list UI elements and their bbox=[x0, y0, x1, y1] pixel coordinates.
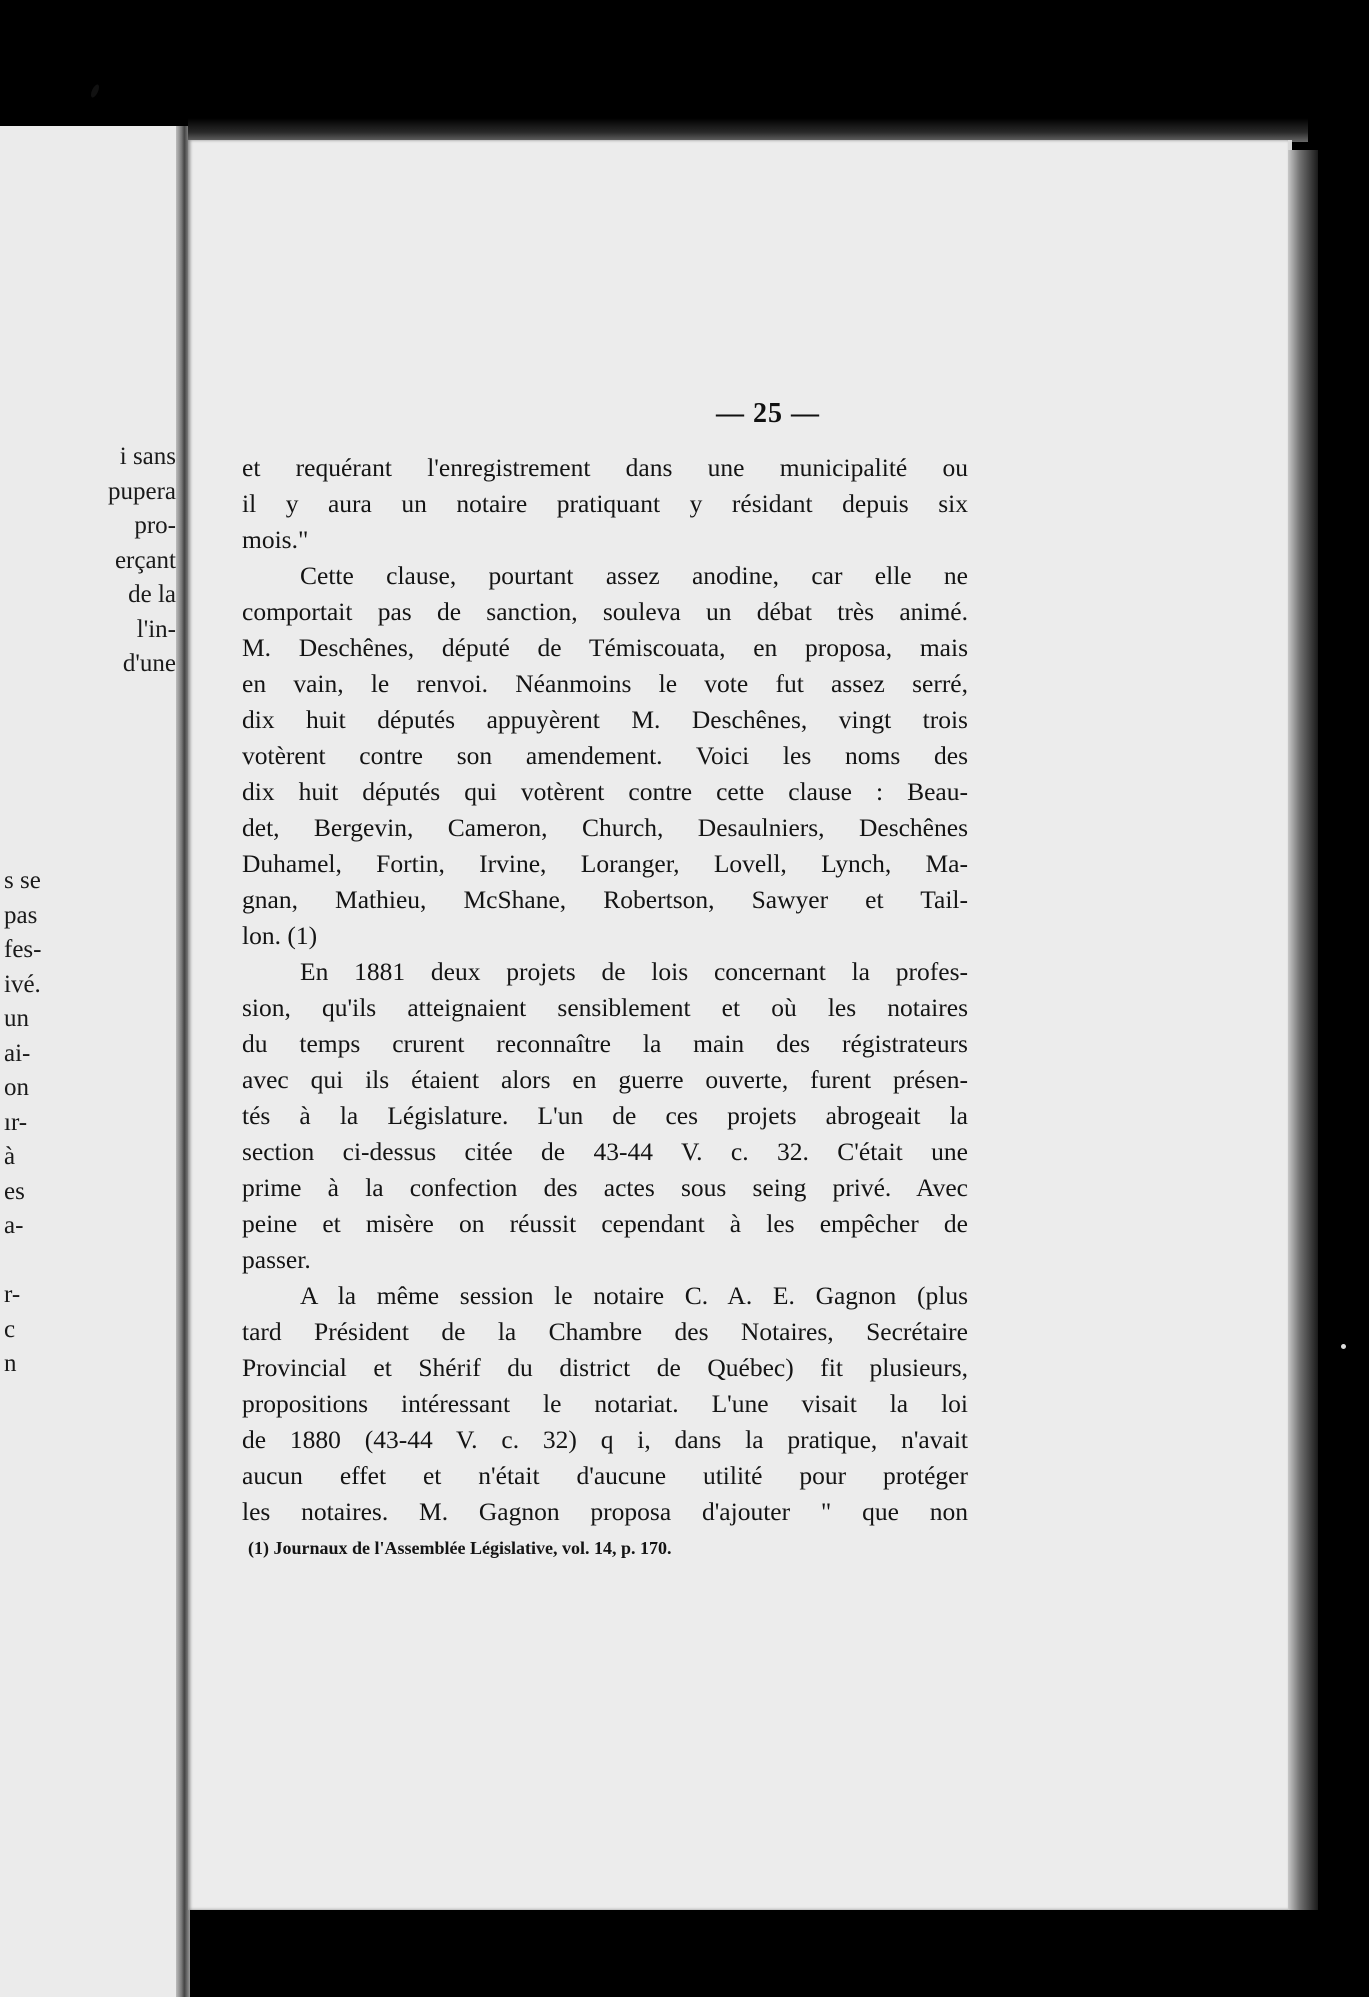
left-line: fes- bbox=[4, 936, 42, 963]
left-line: de la bbox=[128, 581, 176, 608]
text-line: section ci-dessus citée de 43-44 V. c. 32. C'était une bbox=[242, 1137, 968, 1166]
text-line: A la même session le notaire C. A. E. Gagnon (plus bbox=[300, 1281, 968, 1310]
text-line: avec qui ils étaient alors en guerre ouverte, furent présen- bbox=[242, 1065, 968, 1094]
left-line: à bbox=[4, 1143, 16, 1170]
left-line: pas bbox=[4, 901, 38, 929]
left-line: s se bbox=[4, 867, 41, 894]
page-number: — 25 — bbox=[716, 398, 820, 429]
left-line: ai- bbox=[4, 1039, 31, 1067]
text-line: peine et misère on réussit cependant à les empêcher de bbox=[242, 1209, 968, 1238]
footnote: (1) Journaux de l'Assemblée Législative, vol. 14, p. 170. bbox=[248, 1538, 672, 1558]
left-text-block-2 bbox=[0, 864, 90, 1382]
left-line: i sans bbox=[119, 443, 176, 470]
text-line: passer. bbox=[242, 1245, 311, 1274]
page-top-shadow bbox=[188, 118, 1308, 142]
text-line: propositions intéressant le notariat. L'une visait la loi bbox=[242, 1389, 968, 1418]
left-line: pro- bbox=[134, 512, 176, 539]
text-line: il y aura un notaire pratiquant y résidant depuis six bbox=[242, 489, 968, 518]
text-line: dix huit députés appuyèrent M. Deschênes, vingt trois bbox=[242, 705, 968, 734]
scan-speck bbox=[89, 83, 100, 98]
text-line: En 1881 deux projets de lois concernant la profes- bbox=[300, 957, 968, 986]
text-line: aucun effet et n'était d'aucune utilité pour protéger bbox=[242, 1461, 968, 1490]
text-line: sion, qu'ils atteignaient sensiblement et où les notaires bbox=[242, 993, 968, 1022]
text-line: du temps crurent reconnaître la main des régistrateurs bbox=[242, 1029, 968, 1058]
text-line: prime à la confection des actes sous seing privé. Avec bbox=[242, 1173, 968, 1202]
text-line: les notaires. M. Gagnon proposa d'ajouter " que non bbox=[242, 1497, 968, 1526]
left-text-block-1 bbox=[0, 440, 178, 682]
page-edge-shadow bbox=[1288, 150, 1318, 1910]
left-line: pupera bbox=[107, 477, 176, 505]
left-line: a- bbox=[4, 1212, 24, 1239]
text-line: Duhamel, Fortin, Irvine, Loranger, Lovell, Lynch, Ma- bbox=[242, 849, 968, 878]
left-line: ivé. bbox=[4, 970, 41, 998]
text-line: mois." bbox=[242, 525, 309, 554]
book-page bbox=[188, 140, 1292, 1910]
text-line: Cette clause, pourtant assez anodine, car elle ne bbox=[300, 561, 968, 590]
left-line: erçant bbox=[114, 546, 176, 574]
left-line: r- bbox=[4, 1281, 21, 1308]
text-line: en vain, le renvoi. Néanmoins le vote fut assez serré, bbox=[242, 669, 968, 698]
text-line: M. Deschênes, député de Témiscouata, en proposa, mais bbox=[242, 633, 968, 662]
text-line: et requérant l'enregistrement dans une municipalité ou bbox=[242, 453, 968, 482]
text-line: votèrent contre son amendement. Voici les noms des bbox=[242, 741, 968, 770]
text-line: det, Bergevin, Cameron, Church, Desaulniers, Deschênes bbox=[242, 813, 968, 842]
text-line: lon. (1) bbox=[242, 921, 318, 950]
page-body bbox=[242, 450, 968, 1530]
text-line: Provincial et Shérif du district de Québec) fit plusieurs, bbox=[242, 1353, 968, 1382]
left-line: l'in- bbox=[136, 615, 176, 643]
left-line bbox=[0, 1244, 90, 1279]
text-line: gnan, Mathieu, McShane, Robertson, Sawyer et Tail- bbox=[242, 885, 968, 914]
text-line: tard Président de la Chambre des Notaires, Secrétaire bbox=[242, 1317, 968, 1346]
text-line: dix huit députés qui votèrent contre cette clause : Beau- bbox=[242, 777, 968, 806]
left-line: es bbox=[4, 1177, 25, 1205]
left-line: c bbox=[4, 1315, 16, 1343]
text-line: de 1880 (43-44 V. c. 32) q i, dans la pratique, n'avait bbox=[242, 1425, 968, 1454]
text-line: comportait pas de sanction, souleva un débat très animé. bbox=[242, 597, 968, 626]
previous-page-fragment bbox=[0, 126, 180, 1997]
scan-speck bbox=[1341, 1344, 1346, 1349]
left-line: ır- bbox=[4, 1108, 28, 1136]
left-line: un bbox=[4, 1005, 29, 1032]
text-line: tés à la Législature. L'un de ces projets abrogeait la bbox=[242, 1101, 968, 1130]
left-line: n bbox=[4, 1350, 17, 1377]
left-line: d'une bbox=[122, 650, 176, 677]
left-line: on bbox=[4, 1074, 29, 1101]
